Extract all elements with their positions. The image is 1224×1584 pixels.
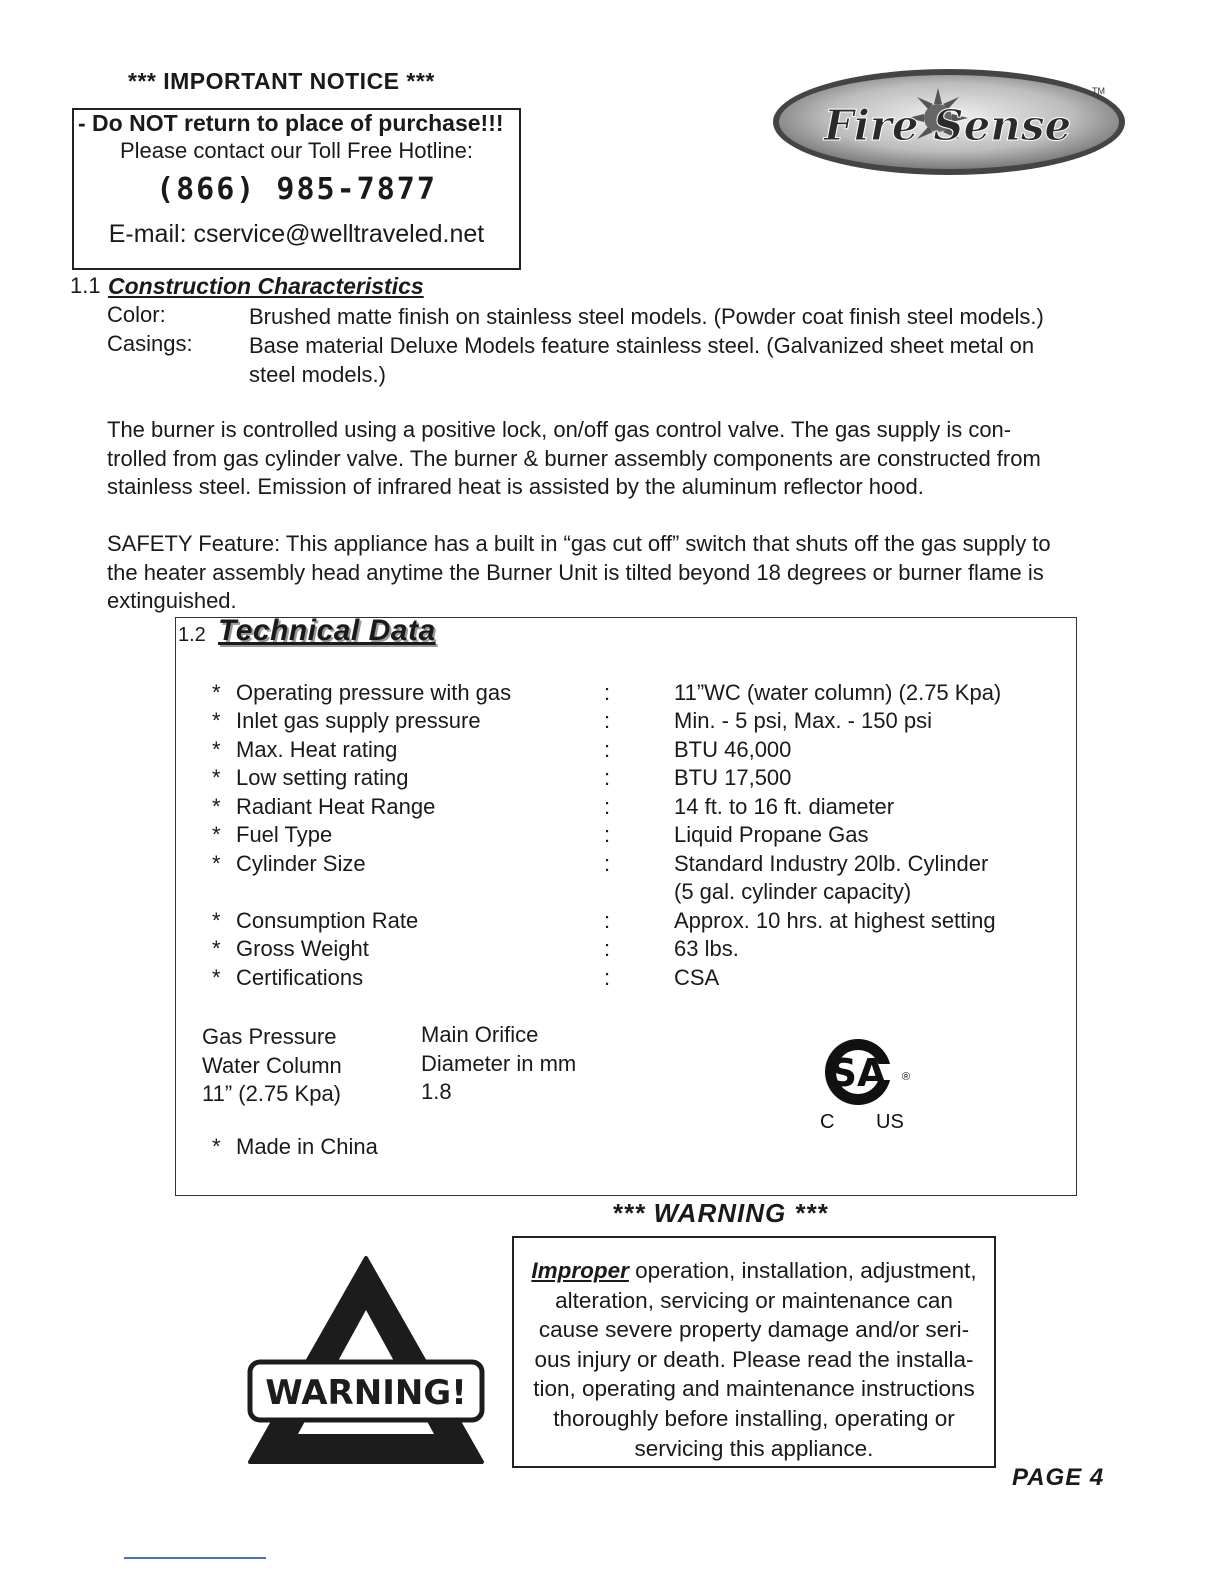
spec-colon: : (604, 737, 611, 762)
spec-label: Radiant Heat Range (236, 794, 436, 819)
burner-line: The burner is controlled using a positive lock, on/off gas control valve. The gas supply is con- (107, 417, 1012, 442)
technical-data-box (175, 614, 1077, 1196)
spec-label: Gross Weight (236, 936, 369, 961)
csa-letters: SA (829, 1051, 887, 1095)
made-in-text: Made in China (236, 1134, 378, 1159)
spec-value: Standard Industry 20lb. Cylinder (674, 851, 989, 876)
warning-triangle-icon (246, 1254, 486, 1468)
spec-colon: : (604, 708, 611, 733)
warning-line: alteration, servicing or maintenance can (555, 1287, 953, 1313)
csa-registered: ® (902, 1071, 911, 1083)
spec-value: BTU 46,000 (674, 737, 792, 762)
orifice-column (421, 1021, 576, 1107)
spec-value: Approx. 10 hrs. at highest setting (674, 908, 996, 933)
burner-line: stainless steel. Emission of infrared heat is assisted by the aluminum reflector hood. (107, 474, 924, 499)
warning-text (514, 1256, 994, 1463)
spec-label: Consumption Rate (236, 908, 419, 933)
bullet: * (212, 680, 221, 705)
spec-value: Liquid Propane Gas (674, 822, 869, 847)
safety-line: the heater assembly head anytime the Burner Unit is tilted beyond 18 degrees or burner flame is (107, 559, 1044, 585)
spec-label: Inlet gas supply pressure (236, 708, 481, 733)
spec-colon: : (604, 965, 611, 990)
orifice-line: Diameter in mm (421, 1050, 577, 1076)
spec-colon: : (604, 936, 611, 961)
notice-phone[interactable]: (866) 985-7877 (156, 172, 437, 207)
burner-paragraph (107, 416, 1147, 502)
spec-colon: : (604, 851, 611, 876)
spec-label: Certifications (236, 965, 364, 990)
bullet: * (212, 908, 221, 933)
bullet: * (212, 765, 221, 790)
color-label: Color: (107, 302, 166, 327)
bullet: * (212, 1134, 221, 1159)
bullet: * (212, 822, 221, 847)
bullet: * (212, 965, 221, 990)
orifice-line: 1.8 (421, 1079, 452, 1104)
gas-pressure-line: 11” (2.75 Kpa) (202, 1081, 342, 1106)
spec-label: Operating pressure with gas (236, 680, 512, 705)
warning-heading: *** WARNING *** (612, 1198, 828, 1228)
safety-line: SAFETY Feature: This appliance has a built in “gas cut off” switch that shuts off the gas supply to (107, 531, 1051, 556)
notice-box (72, 108, 521, 270)
spec-label: Cylinder Size (236, 851, 366, 876)
gas-pressure-line: Gas Pressure (202, 1024, 337, 1049)
spec-colon: : (604, 680, 611, 705)
spec-colon: : (604, 765, 611, 790)
spec-label: Low setting rating (236, 765, 409, 790)
casings-value-1: Base material Deluxe Models feature stainless steel. (Galvanized sheet metal on (249, 333, 1035, 358)
warning-box (512, 1236, 996, 1468)
warning-improper: Improper (531, 1258, 629, 1283)
spec-colon: : (604, 822, 611, 847)
gas-pressure-column (202, 1023, 342, 1109)
spec-value: Min. - 5 psi, Max. - 150 psi (674, 708, 932, 733)
safety-paragraph (107, 530, 1147, 616)
section-number-1-2: 1.2 (178, 624, 206, 646)
spec-value: 14 ft. to 16 ft. diameter (674, 794, 895, 819)
warning-line: operation, installation, adjustment, (628, 1258, 977, 1283)
logo-text-fire: Fire Sense (824, 101, 1072, 150)
fire-sense-logo (770, 66, 1128, 178)
section-number-1-1: 1.1 (70, 273, 101, 298)
csa-certification-icon (816, 1028, 916, 1138)
bullet: * (212, 737, 221, 762)
spec-value: CSA (674, 965, 720, 990)
notice-hotline-line: Please contact our Toll Free Hotline: (120, 138, 473, 163)
warning-line: tion, operating and maintenance instructions (533, 1376, 975, 1402)
bullet: * (212, 851, 221, 876)
csa-c: C (820, 1111, 835, 1133)
warning-sign-text: WARNING! (265, 1373, 467, 1413)
warning-line: ous injury or death. Please read the installa- (534, 1346, 974, 1372)
bullet: * (212, 794, 221, 819)
logo-tm: TM (1092, 86, 1105, 96)
spec-value: 11”WC (water column) (2.75 Kpa) (674, 680, 1002, 705)
gas-pressure-line: Water Column (202, 1052, 342, 1078)
spec-value: (5 gal. cylinder capacity) (674, 879, 912, 904)
safety-line: extinguished. (107, 588, 237, 613)
page-number: PAGE 4 (1012, 1464, 1105, 1491)
bullet: * (212, 936, 221, 961)
technical-data-title: Technical Data (218, 614, 436, 647)
burner-line: trolled from gas cylinder valve. The burner & burner assembly components are constructed from (107, 445, 1041, 471)
notice-return-line: - Do NOT return to place of purchase!!! (78, 110, 504, 136)
color-value: Brushed matte finish on stainless steel models. (Powder coat finish steel models.) (249, 304, 1044, 329)
footer-divider (124, 1557, 266, 1559)
spec-value: BTU 17,500 (674, 765, 792, 790)
spec-colon: : (604, 794, 611, 819)
casings-label: Casings: (107, 331, 193, 356)
bullet: * (212, 708, 221, 733)
warning-line: servicing this appliance. (634, 1435, 874, 1461)
warning-line: cause severe property damage and/or seri- (538, 1317, 970, 1343)
warning-line: thoroughly before installing, operating or (553, 1405, 955, 1431)
csa-us: US (876, 1111, 904, 1133)
casings-value-2: steel models.) (249, 362, 386, 387)
spec-colon: : (604, 908, 611, 933)
spec-value: 63 lbs. (674, 936, 739, 961)
notice-heading: *** IMPORTANT NOTICE *** (128, 68, 435, 94)
spec-label: Max. Heat rating (236, 737, 398, 762)
orifice-line: Main Orifice (421, 1022, 539, 1047)
spec-label: Fuel Type (236, 822, 333, 847)
notice-email[interactable]: E-mail: cservice@welltraveled.net (108, 220, 485, 248)
construction-title: Construction Characteristics (108, 273, 424, 299)
